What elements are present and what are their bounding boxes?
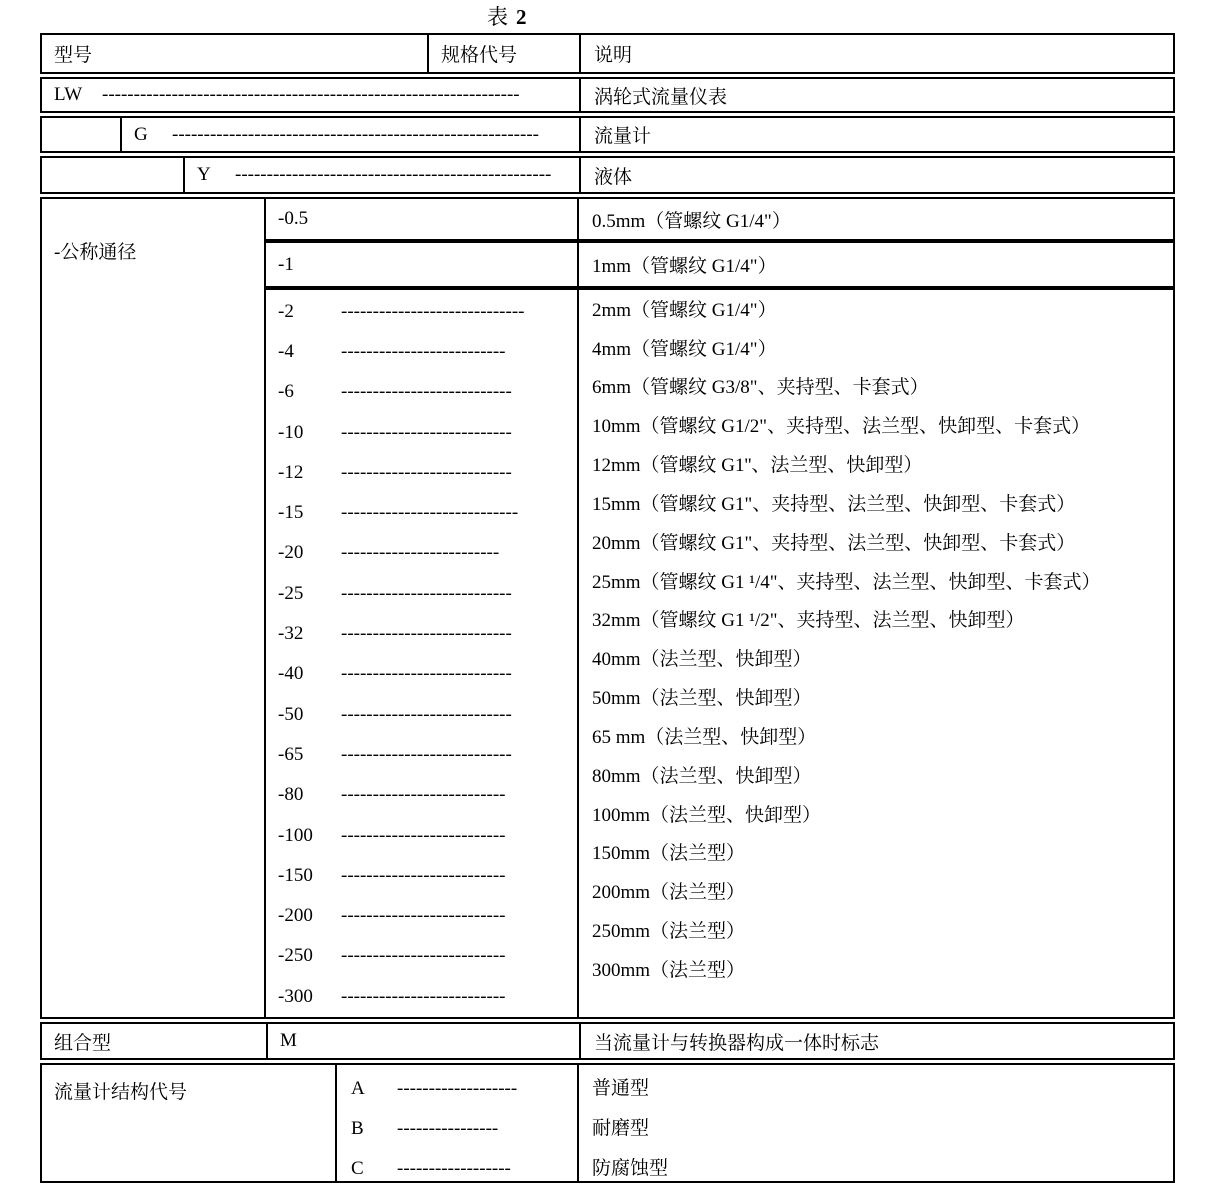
structure-description-b: 耐磨型 xyxy=(592,1118,650,1139)
code-line xyxy=(278,856,577,896)
d1-description: 1mm（管螺纹 G1/4"） xyxy=(577,243,1173,285)
code-line xyxy=(278,936,577,976)
diameter-code: -40 xyxy=(278,663,304,685)
code-line xyxy=(278,413,577,453)
g-indent-cell xyxy=(42,118,120,151)
header-cell-description: 说明 xyxy=(579,35,1173,72)
dash-leader: ------------------- xyxy=(397,1078,518,1099)
diameter-code: -100 xyxy=(278,824,313,846)
lw-dash-leader: ------------------------------------------------------------------ xyxy=(102,84,520,105)
diameter-description: 25mm（管螺纹 G1 ¹/4"、夹持型、法兰型、快卸型、卡套式） xyxy=(592,571,1101,593)
g-description: 流量计 xyxy=(579,118,1173,151)
row-structure-code xyxy=(40,1063,1175,1183)
dash-leader: --------------------------- xyxy=(341,623,512,645)
dash-leader: --------------------------- xyxy=(341,582,512,604)
code-line xyxy=(278,896,577,936)
lw-code-cell xyxy=(42,79,579,111)
combined-type-description: 当流量计与转换器构成一体时标志 xyxy=(579,1024,1173,1058)
diameter-description: 150mm（法兰型） xyxy=(592,843,746,865)
diameter-descriptions-cell xyxy=(577,290,1173,1017)
y-dash-leader: -------------------------------------------------- xyxy=(235,164,552,185)
dash-leader: ------------------------- xyxy=(341,542,500,564)
dash-leader: --------------------------- xyxy=(341,421,512,443)
code-line xyxy=(278,977,577,1017)
structure-code-line xyxy=(351,1069,577,1109)
diameter-code: -80 xyxy=(278,784,304,806)
combined-type-code: M xyxy=(266,1024,579,1058)
dash-leader: -------------------------- xyxy=(341,340,506,362)
code-line xyxy=(278,775,577,815)
dash-leader: -------------------------- xyxy=(341,784,506,806)
nominal-diameter-body xyxy=(266,199,1173,1017)
lw-code: LW xyxy=(54,84,83,105)
dash-leader: --------------------------- xyxy=(341,381,512,403)
code-line xyxy=(278,292,577,332)
diameter-code: -20 xyxy=(278,542,304,564)
code-line xyxy=(278,654,577,694)
code-line xyxy=(278,453,577,493)
diameter-code: -10 xyxy=(278,421,304,443)
dash-leader: ------------------ xyxy=(397,1158,511,1179)
diameter-description: 100mm（法兰型、快卸型） xyxy=(592,804,822,826)
row-g xyxy=(40,116,1175,153)
row-d2-to-d300 xyxy=(266,288,1173,1017)
y-code: Y xyxy=(197,164,211,185)
nominal-diameter-section xyxy=(40,197,1175,1019)
diameter-description: 80mm（法兰型、快卸型） xyxy=(592,765,812,787)
dash-leader: --------------------------- xyxy=(341,743,512,765)
diameter-description: 300mm（法兰型） xyxy=(592,960,746,981)
diameter-description: 2mm（管螺纹 G1/4"） xyxy=(592,299,777,321)
d05-description: 0.5mm（管螺纹 G1/4"） xyxy=(577,199,1173,239)
structure-code-label: 流量计结构代号 xyxy=(54,1082,188,1103)
structure-codes-cell xyxy=(335,1065,577,1181)
row-lw xyxy=(40,77,1175,113)
structure-code-line xyxy=(351,1149,577,1189)
diameter-code: -150 xyxy=(278,864,313,886)
g-code: G xyxy=(134,123,148,145)
diameter-code: -32 xyxy=(278,623,304,645)
d1-code: -1 xyxy=(278,253,294,275)
dash-leader: ---------------- xyxy=(397,1118,499,1139)
code-line xyxy=(278,695,577,735)
nominal-diameter-label: -公称通径 xyxy=(42,199,266,1017)
diameter-description: 4mm（管螺纹 G1/4"） xyxy=(592,338,777,360)
code-line xyxy=(278,614,577,654)
diameter-code: -2 xyxy=(278,300,294,322)
header-cell-model: 型号 xyxy=(54,45,93,66)
dash-leader: --------------------------- xyxy=(341,703,512,725)
diameter-description: 65 mm（法兰型、快卸型） xyxy=(592,726,817,748)
diameter-description: 40mm（法兰型、快卸型） xyxy=(592,649,812,671)
combined-type-label: 组合型 xyxy=(54,1032,112,1054)
diameter-code: -200 xyxy=(278,905,313,927)
diameter-code: -65 xyxy=(278,743,304,765)
diameter-description: 15mm（管螺纹 G1"、夹持型、法兰型、快卸型、卡套式） xyxy=(592,493,1076,515)
d05-code: -0.5 xyxy=(278,208,309,230)
dash-leader: -------------------------- xyxy=(341,864,506,886)
code-line xyxy=(278,735,577,775)
row-d1 xyxy=(266,241,1173,287)
diameter-code: -250 xyxy=(278,945,313,967)
dash-leader: -------------------------- xyxy=(341,945,506,967)
diameter-description: 50mm（法兰型、快卸型） xyxy=(592,688,812,710)
structure-code-b: B xyxy=(351,1118,364,1139)
diameter-description: 250mm（法兰型） xyxy=(592,921,746,943)
diameter-codes-cell xyxy=(266,290,577,1017)
code-line xyxy=(278,332,577,372)
dash-leader: ----------------------------- xyxy=(341,300,525,322)
code-line xyxy=(278,372,577,412)
diameter-code: -6 xyxy=(278,381,294,403)
dash-leader: --------------------------- xyxy=(341,461,512,483)
row-d05 xyxy=(266,199,1173,241)
table-title-number: 2 xyxy=(516,5,528,29)
diameter-code: -4 xyxy=(278,340,294,362)
dash-leader: -------------------------- xyxy=(341,824,506,846)
structure-description-c: 防腐蚀型 xyxy=(592,1158,669,1179)
dash-leader: -------------------------- xyxy=(341,905,506,927)
code-line xyxy=(278,574,577,614)
dash-leader: -------------------------- xyxy=(341,985,506,1007)
structure-code-a: A xyxy=(351,1078,365,1099)
diameter-code: -25 xyxy=(278,582,304,604)
g-dash-leader: ---------------------------------------------------------- xyxy=(172,123,539,145)
y-code-cell xyxy=(183,158,579,192)
diameter-code: -50 xyxy=(278,703,304,725)
table-title xyxy=(487,1,528,31)
dash-leader: --------------------------- xyxy=(341,663,512,685)
header-cell-spec-code: 规格代号 xyxy=(427,35,579,72)
dash-leader: ---------------------------- xyxy=(341,502,519,524)
code-line xyxy=(278,816,577,856)
structure-code-line xyxy=(351,1109,577,1149)
lw-description: 涡轮式流量仪表 xyxy=(579,79,1173,111)
diameter-description: 32mm（管螺纹 G1 ¹/2"、夹持型、法兰型、快卸型） xyxy=(592,610,1025,632)
row-y xyxy=(40,156,1175,194)
y-description: 液体 xyxy=(579,158,1173,192)
header-row xyxy=(40,33,1175,74)
diameter-code: -300 xyxy=(278,985,313,1007)
table-title-prefix: 表 xyxy=(487,5,509,29)
diameter-description: 12mm（管螺纹 G1''、法兰型、快卸型） xyxy=(592,455,923,477)
diameter-description: 10mm（管螺纹 G1/2"、夹持型、法兰型、快卸型、卡套式） xyxy=(592,416,1091,438)
diameter-code: -12 xyxy=(278,461,304,483)
structure-descriptions-cell xyxy=(577,1065,1173,1181)
code-line xyxy=(278,493,577,533)
structure-description-a: 普通型 xyxy=(592,1078,650,1099)
diameter-description: 20mm（管螺纹 G1"、夹持型、法兰型、快卸型、卡套式） xyxy=(592,532,1076,554)
y-indent-cell xyxy=(42,158,183,192)
g-code-cell xyxy=(120,118,579,151)
diameter-description: 6mm（管螺纹 G3/8"、夹持型、卡套式） xyxy=(592,377,929,399)
code-line xyxy=(278,533,577,573)
diameter-code: -15 xyxy=(278,502,304,524)
row-combined-type xyxy=(40,1022,1175,1060)
diameter-description: 200mm（法兰型） xyxy=(592,882,746,904)
structure-code-c: C xyxy=(351,1158,364,1179)
